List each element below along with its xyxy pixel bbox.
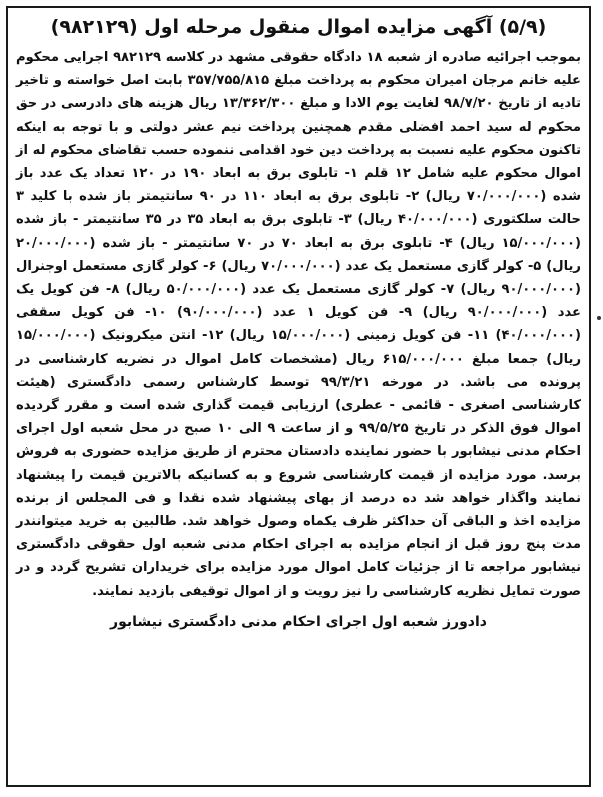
notice-body: بموجب اجرائیه صادره از شعبه ۱۸ دادگاه حقوقی مشهد در کلاسه ۹۸۲۱۲۹ اجرایی محکوم علیه خانم مرجان امیران محکوم به پرداخت مبلغ ۳۵۷/۷۵۵/۸۱۵ بابت اصل خواسته و تاخیر تادیه از تاریخ ۹۸/۷/۲۰ لغایت یوم الادا و مبلغ ۱۳/۳۶۲/۳۰۰ ریال هزینه های دادرسی در حق محکوم له سید احمد افضلی مقدم همچنین پرداخت نیم عشر دولتی و با توجه به اینکه تاکنون محکوم علیه نسبت به پرداخت دین خود اقدامی ننموده حسب تقاضای محکوم له از اموال محکوم علیه شامل ۱۲ قلم ۱- تابلوی برق به ابعاد ۱۹۰ در ۱۲۰ تعداد یک عدد باز شده (۷۰/۰۰۰/۰۰۰ ریال) ۲- تابلوی برق به ابعاد ۱۱۰ در ۹۰ سانتیمتر باز شده با کلید ۳ حالت سلکتوری (۴۰/۰۰۰/۰۰۰ ریال) ۳- تابلوی برق به ابعاد ۳۵ در ۳۵ سانتیمتر - باز شده (۱۵/۰۰۰/۰۰۰ ریال) ۴- تابلوی برق به ابعاد ۷۰ در ۷۰ سانتیمتر - باز شده (۲۰/۰۰۰/۰۰۰ ریال) ۵- کولر گازی مستعمل یک عدد (۷۰/۰۰۰/۰۰۰ ریال) ۶- کولر گازی مستعمل اوجنرال (۹۰/۰۰۰/۰۰۰ ریال) ۷- کولر گازی مستعمل یک عدد (۵۰/۰۰۰/۰۰۰ ریال) ۸- فن کویل یک عدد (۹۰/۰۰۰/۰۰۰ ریال) ۹- فن کویل ۱ عدد (۹۰/۰۰۰/۰۰۰) ۱۰- فن کویل سقفی (۴۰/۰۰۰/۰۰۰) ۱۱- فن کویل زمینی (۱۵/۰۰۰/۰۰۰ ریال) ۱۲- انتن میکرونیک (۱۵/۰۰۰/۰۰۰ ریال) جمعا مبلغ ۶۱۵/۰۰۰/۰۰۰ ریال (مشخصات کامل اموال در نضریه کارشناسی در پرونده می باشد. در مورخه ۹۹/۳/۲۱ توسط کارشناس رسمی دادگستری (هیئت کارشناسی اصغری - قائمی - عطری) ارزیابی قیمت گذاری شده است و مقرر گردیده اموال فوق الذکر در تاریخ ۹۹/۵/۲۵ و از ساعت ۹ الی ۱۰ صبح در محل شعبه اول اجرای احکام مدنی نیشابور با حضور نماینده دادستان محترم از طریق مزایده حضوری به فروش برسد. مورد مزایده از قیمت کارشناسی شروع و به کسانیکه بالاترین قیمت را پیشنهاد نمایند واگذار خواهد شد ده درصد از بهای پیشنهاد شده نقدا و فی المجلس از برنده مزایده اخذ و الباقی آن حداکثر ظرف یکماه وصول خواهد شد. طالبین به خرید میتوانندر مدت پنج روز قبل از انجام مزایده به اجرای احکام مدنی شعبه اول حقوقی دادگستری نیشابور مراجعه تا از جزئیات کامل اموال مورد مزایده برای خریداران تشریح گردد و در صورت تمایل نظریه کارشناسی را نیز رویت و از اموال توقیفی بازدید نمایند.: [16, 50, 582, 599]
auction-notice: [6, 6, 591, 787]
margin-mark: [597, 316, 601, 320]
notice-signature: دادورز شعبه اول اجرای احکام مدنی دادگستری نیشابور: [110, 613, 487, 630]
notice-title: (۵/۹) آگهی مزایده اموال منقول مرحله اول (۹۸۲۱۲۹): [50, 16, 547, 38]
